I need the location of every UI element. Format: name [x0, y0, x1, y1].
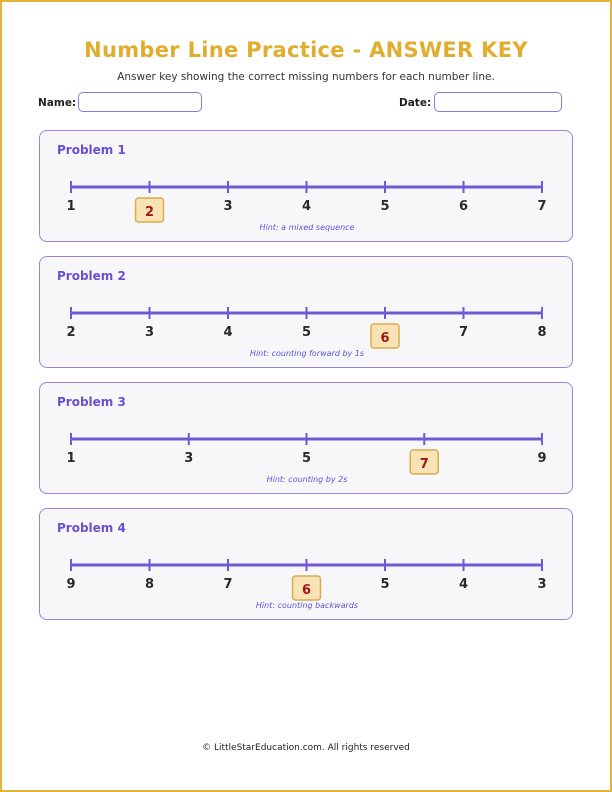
date-field[interactable] [434, 92, 562, 112]
date-label: Date: [399, 97, 432, 109]
page-title: Number Line Practice - ANSWER KEY [84, 38, 528, 62]
tick-label: 5 [301, 325, 312, 340]
tick-label: 4 [301, 199, 312, 214]
tick-label: 9 [66, 577, 76, 592]
name-label: Name: [38, 97, 77, 109]
answer-number: 2 [144, 205, 155, 220]
problem-hint: Hint: counting backwards [255, 601, 359, 610]
tick-label: 4 [458, 577, 469, 592]
problem-title: Problem 3 [57, 395, 126, 409]
problem-title: Problem 1 [57, 143, 126, 157]
problem-title: Problem 2 [57, 269, 126, 283]
tick-label: 5 [380, 577, 390, 592]
answer-number: 6 [380, 331, 390, 346]
tick-label: 9 [537, 451, 547, 466]
tick-label: 1 [66, 199, 76, 214]
problem-title: Problem 4 [57, 521, 126, 535]
tick-label: 3 [144, 325, 155, 340]
tick-label: 7 [223, 577, 233, 592]
tick-label: 6 [458, 199, 469, 214]
tick-label: 2 [66, 325, 76, 340]
tick-label: 3 [184, 451, 194, 466]
tick-label: 4 [223, 325, 233, 340]
problem-card-3 [39, 382, 573, 494]
problem-card-4 [39, 508, 573, 620]
tick-label: 3 [223, 199, 233, 214]
problem-card-1 [39, 130, 573, 242]
tick-label: 7 [458, 325, 469, 340]
problem-hint: Hint: counting forward by 1s [249, 349, 365, 358]
problem-hint: Hint: counting by 2s [266, 475, 348, 484]
problem-card-2 [39, 256, 573, 368]
name-field[interactable] [78, 92, 202, 112]
answer-number: 7 [419, 457, 429, 472]
tick-label: 7 [537, 199, 547, 214]
tick-label: 8 [537, 325, 547, 340]
answer-number: 6 [301, 583, 312, 598]
tick-label: 8 [144, 577, 155, 592]
footer-copyright: © LittleStarEducation.com. All rights reserved [202, 743, 410, 753]
tick-label: 5 [380, 199, 390, 214]
page-subtitle: Answer key showing the correct missing numbers for each number line. [117, 71, 495, 83]
tick-label: 3 [537, 577, 547, 592]
problem-hint: Hint: a mixed sequence [259, 223, 355, 232]
tick-label: 5 [301, 451, 312, 466]
tick-label: 1 [66, 451, 76, 466]
